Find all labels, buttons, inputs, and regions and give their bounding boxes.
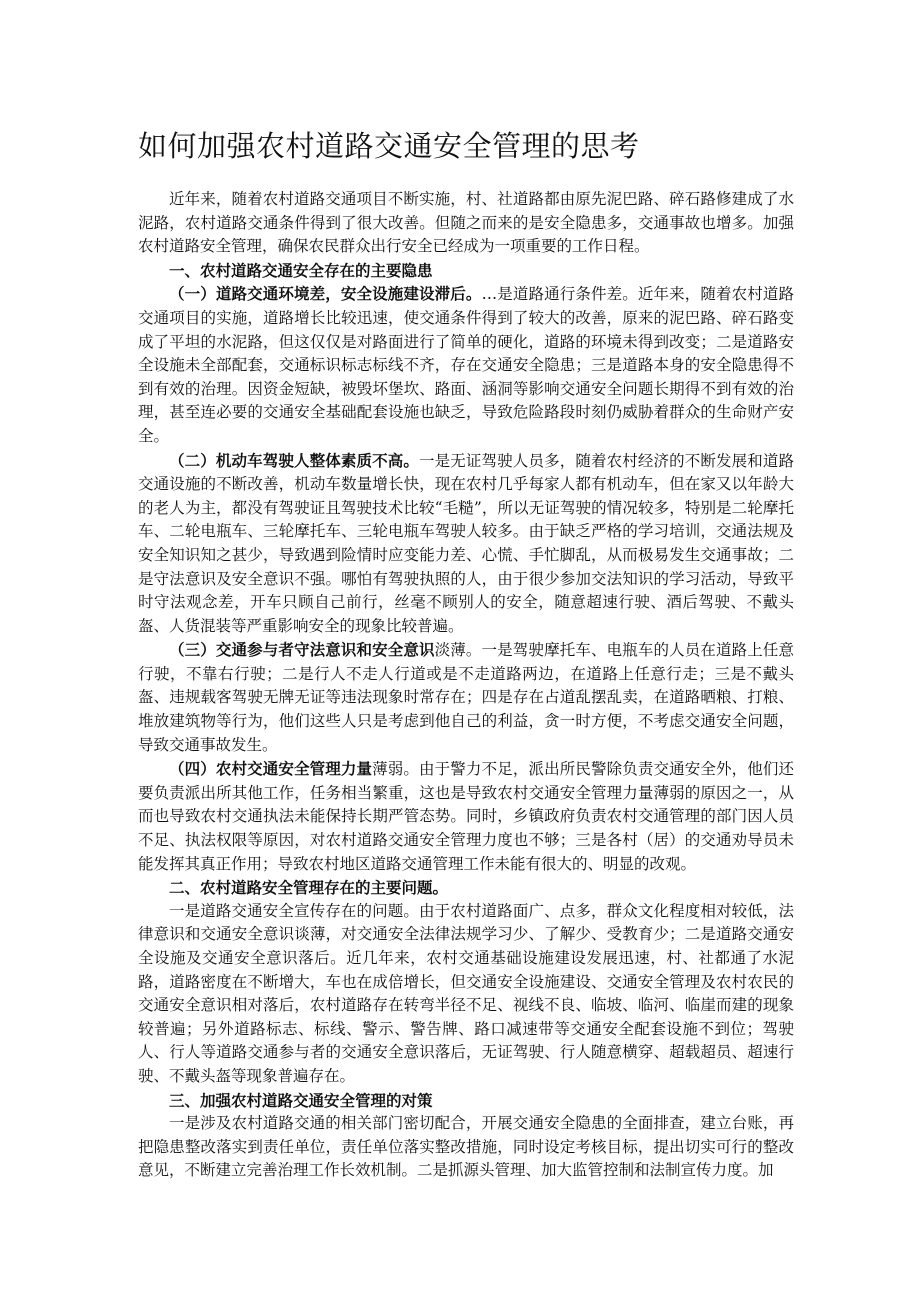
item-2-body: 一是无证驾驶人员多，随着农村经济的不断发展和道路交通设施的不断改善，机动车数量增长快，现在农村几乎每家人都有机动车，但在家又以年龄大的老人为主，都没有驾驶证且驾驶技术比较“毛糙”，所以无证驾驶的情况较多，特别是二轮摩托车、二轮电瓶车、三轮摩托车、三轮电瓶车驾驶人较多。由于缺乏严格的学习培训，交通法规及安全知识知之甚少，导致遇到险情时应变能力差、心慌、手忙脚乱，从而极易发生交通事故；二是守法意识及安全意识不强。哪怕有驾驶执照的人，由于很少参加交法知识的学习活动，导致平时守法观念差，开车只顾自己前行，丝毫不顾别人的安全，随意超速行驶、酒后驾驶、不戴头盔、人货混装等严重影响安全的现象比较普遍。 [138, 451, 794, 635]
item-3-lead: （三）交通参与者守法意识和安全意识 [169, 640, 435, 660]
document-title: 如何加强农村道路交通安全管理的思考 [138, 129, 640, 163]
item-3-body: 淡薄。一是驾驶摩托车、电瓶车的人员在道路上任意行驶，不靠右行驶；二是行人不走人行道或是不走道路两边，在道路上任意行走；三是不戴头盔、违规载客驾驶无牌无证等违法现象时常存在；四是存在占道乱摆乱卖，在道路晒粮、打粮、堆放建筑物等行为，他们这些人只是考虑到他自己的利益，贪一时方便，不考虑交通安全问题，导致交通事故发生。 [138, 641, 794, 754]
section-1-item-2 [138, 449, 794, 639]
section-2-paragraph: 一是道路交通安全宣传存在的问题。由于农村道路面广、点多，群众文化程度相对较低，法律意识和交通安全意识谈薄，对交通安全法律法规学习少、了解少、受教育少；二是道路交通安全设施及交通安全意识落后。近几年来，农村交通基础设施建设发展迅速，村、社都通了水泥路，道路密度在不断增大，车也在成倍增长，但交通安全设施建设、交通安全管理及农村农民的交通安全意识相对落后，农村道路存在转弯半径不足、视线不良、临坡、临河、临崖而建的现象较普遍；另外道路标志、标线、警示、警告牌、路口减速带等交通安全配套设施不到位；驾驶人、行人等道路交通参与者的交通安全意识落后，无证驾驶、行人随意横穿、超载超员、超速行驶、不戴头盔等现象普遍存在。 [138, 901, 794, 1085]
item-1-body: …是道路通行条件差。近年来，随着农村道路交通项目的实施，道路增长比较迅速，使交通条件得到了较大的改善，原来的泥巴路、碎石路变成了平坦的水泥路，但这仅仅是对路面进行了简单的硬化，道路的环境未得到改变；二是道路安全设施未全部配套，交通标识标志标线不齐，存在交通安全隐患；三是道路本身的安全隐患得不到有效的治理。因资金短缺，被毁坏堡坎、路面、涵洞等影响交通安全问题长期得不到有效的治理，甚至连必要的交通安全基础配套设施也缺乏，导致危险路段时刻仍威胁着群众的生命财产安全。 [138, 285, 794, 445]
intro-paragraph: 近年来，随着农村道路交通项目不断实施，村、社道路都由原先泥巴路、碎石路修建成了水泥路，农村道路交通条件得到了很大改善。但随之而来的是安全隐患多，交通事故也增多。加强农村道路安全管理，确保农民群众出行安全已经成为一项重要的工作日程。 [138, 190, 794, 256]
section-1-item-3 [138, 638, 794, 757]
section-1-heading: 一、农村道路交通安全存在的主要隐患 [169, 260, 433, 280]
item-2-lead: （二）机动车驾驶人整体素质不高。 [169, 450, 420, 470]
document-page [138, 120, 794, 1183]
section-2-heading: 二、农村道路安全管理存在的主要问题。 [169, 878, 449, 898]
item-1-lead: （一）道路交通环境差，安全设施建设滞后。 [169, 284, 482, 304]
section-1-item-4 [138, 757, 794, 876]
item-4-lead: （四）农村交通安全管理力量 [169, 759, 373, 779]
section-3-paragraph: 一是涉及农村道路交通的相关部门密切配合，开展交通安全隐患的全面排查，建立台账，再把隐患整改落实到责任单位，责任单位落实整改措施，同时设定考核目标，提出切实可行的整改意见，不断建立完善治理工作长效机制。二是抓源头管理、加大监管控制和法制宣传力度。加 [138, 1114, 794, 1180]
item-4-body: 薄弱。由于警力不足，派出所民警除负责交通安全外，他们还要负责派出所其他工作，任务相当繁重，这也是导致农村交通安全管理力量薄弱的原因之一，从而也导致农村交通执法未能保持长期严管态势。同时，乡镇政府负责农村交通管理的部门因人员不足、执法权限等原因，对农村道路交通安全管理力度也不够；三是各村（居）的交通劝导员未能发挥其真正作用；导致农村地区道路交通管理工作未能有很大的、明显的改观。 [138, 760, 794, 873]
section-1-item-1 [138, 282, 794, 448]
section-3-heading: 三、加强农村道路交通安全管理的对策 [169, 1090, 433, 1110]
